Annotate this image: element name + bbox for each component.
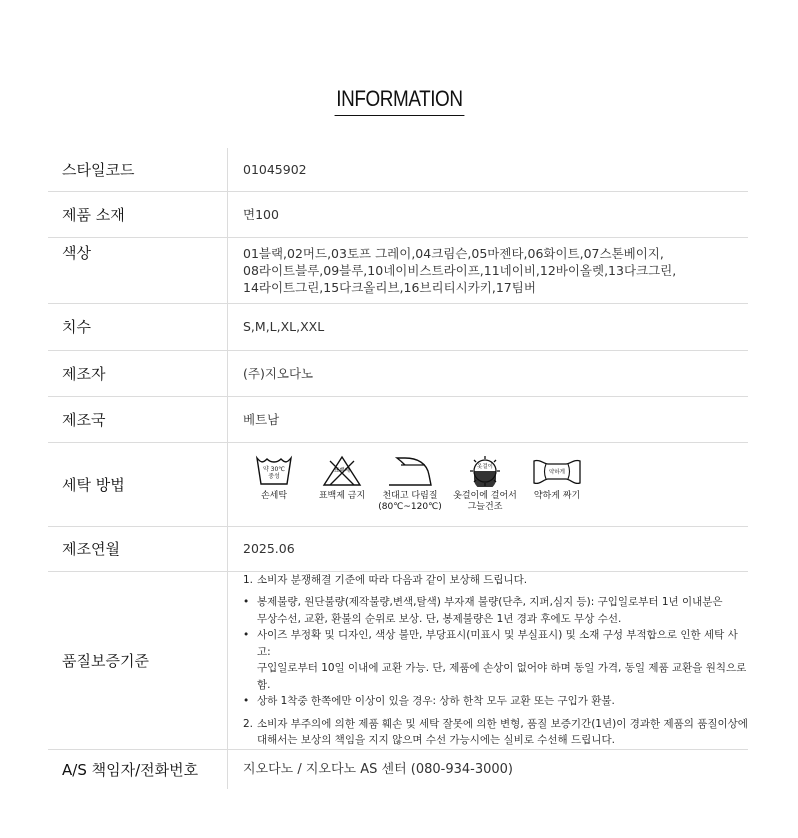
iron-icon [387, 455, 433, 487]
value-size: S,M,L,XL,XXL [243, 319, 325, 334]
warranty-line: 소비자 부주의에 의한 제품 훼손 및 세탁 잘못에 의한 변형, 품질 보증기간(1년)이 경과한 제품의 품질이상에 [257, 717, 748, 730]
warranty-line: 구입일로부터 10일 이내에 교환 가능. 단, 제품에 손상이 없어야 하며 동일 가격, 동일 제품 교환을 원칙으로 함. [257, 662, 747, 691]
label-size: 치수 [48, 303, 228, 350]
line-dry-shade-icon [465, 455, 505, 487]
warranty-item [243, 572, 748, 589]
care-item [379, 455, 441, 513]
value-color [228, 237, 749, 303]
care-item [447, 455, 523, 513]
row-warranty [48, 571, 748, 749]
value-country: 베트남 [243, 411, 280, 427]
value-date: 2025.06 [243, 541, 295, 556]
warranty-item [243, 594, 748, 627]
row-as [48, 749, 748, 789]
value-warranty [228, 571, 749, 749]
washing-icons [243, 455, 748, 513]
care-sub-caption: (80℃~120℃) [378, 502, 442, 512]
warranty-line: 상하 1착중 한쪽에만 이상이 있을 경우: 상하 한착 모두 교환 또는 구입가 환불. [257, 695, 615, 707]
hand-wash-icon [254, 455, 294, 487]
row-date [48, 526, 748, 571]
section-title: INFORMATION [334, 86, 464, 116]
warranty-item [243, 693, 748, 710]
care-item [529, 455, 585, 502]
row-maker [48, 350, 748, 396]
value-style-code: 01045902 [243, 161, 307, 177]
value-material: 면100 [243, 206, 279, 222]
product-info-table [48, 148, 748, 789]
label-material: 제품 소재 [48, 191, 228, 237]
care-item [243, 455, 305, 502]
label-date: 제조연월 [48, 526, 228, 571]
hand-wash-temp: 약 30℃ [262, 466, 286, 473]
care-caption: 옷걸이에 걸어서 [453, 491, 517, 501]
row-washing [48, 442, 748, 526]
warranty-line: 무상수선, 교환, 환불의 순위로 보상. 단, 봉제불량은 1년 경과 후에도 무상 수선. [257, 612, 622, 625]
warranty-marker: • [243, 629, 250, 641]
no-bleach-text: 표백제 [334, 468, 350, 474]
warranty-item [243, 627, 748, 693]
warranty-marker: • [243, 596, 250, 608]
care-caption: 천대고 다림질 [382, 491, 438, 501]
label-maker: 제조자 [48, 350, 228, 396]
label-country: 제조국 [48, 396, 228, 442]
care-sub-caption: 그늘건조 [467, 502, 503, 512]
label-warranty: 품질보증기준 [48, 571, 228, 749]
row-material [48, 191, 748, 237]
label-washing: 세탁 방법 [48, 442, 228, 526]
wring-gently-icon [532, 455, 582, 487]
care-caption: 약하게 짜기 [533, 491, 581, 501]
color-line: 08라이트블루,09블루,10네이비스트라이프,11네이비,12바이올렛,13다크그린, [243, 262, 677, 278]
warranty-line: 소비자 분쟁해결 기준에 따라 다음과 같이 보상해 드립니다. [257, 573, 528, 586]
hand-wash-detergent: 중성 [268, 473, 280, 480]
care-caption: 표백제 금지 [318, 491, 366, 501]
row-country [48, 396, 748, 442]
no-bleach-icon [322, 455, 362, 487]
warranty-marker: • [243, 695, 250, 707]
color-line: 01블랙,02머드,03토프 그레이,04크림슨,05마젠타,06화이트,07스톤베이지, [243, 245, 664, 261]
label-as: A/S 책임자/전화번호 [48, 749, 228, 789]
dry-shade-text: 옷걸이 [477, 464, 493, 470]
color-line: 14라이트그린,15다크올리브,16브리티시카키,17팀버 [243, 279, 536, 295]
value-maker: (주)지오다노 [243, 365, 314, 381]
row-color [48, 237, 748, 303]
label-color: 색상 [48, 237, 228, 303]
wring-gently-text: 약하게 [549, 469, 565, 476]
row-size [48, 303, 748, 350]
warranty-marker: 2. [243, 717, 254, 730]
section-title-wrap [0, 86, 798, 116]
warranty-marker: 1. [243, 573, 254, 586]
warranty-line: 대해서는 보상의 책임을 지지 않으며 수선 가능시에는 실비로 수선해 드립니다. [257, 734, 615, 746]
warranty-line: 사이즈 부정확 및 디자인, 색상 불만, 부당표시(미표시 및 부실표시) 및 소재 구성 부적합으로 인한 세탁 사고: [257, 629, 738, 658]
warranty-item [243, 716, 748, 749]
care-item [311, 455, 373, 502]
label-style-code: 스타일코드 [48, 148, 228, 191]
row-style-code [48, 148, 748, 191]
value-washing [228, 442, 749, 526]
warranty-list [243, 572, 748, 749]
warranty-line: 봉제불량, 원단불량(제작불량,변색,탈색) 부자재 불량(단추, 지퍼,심지 등): 구입일로부터 1년 이내분은 [257, 596, 723, 608]
value-as: 지오다노 / 지오다노 AS 센터 (080-934-3000) [243, 761, 514, 777]
care-caption: 손세탁 [260, 491, 288, 501]
